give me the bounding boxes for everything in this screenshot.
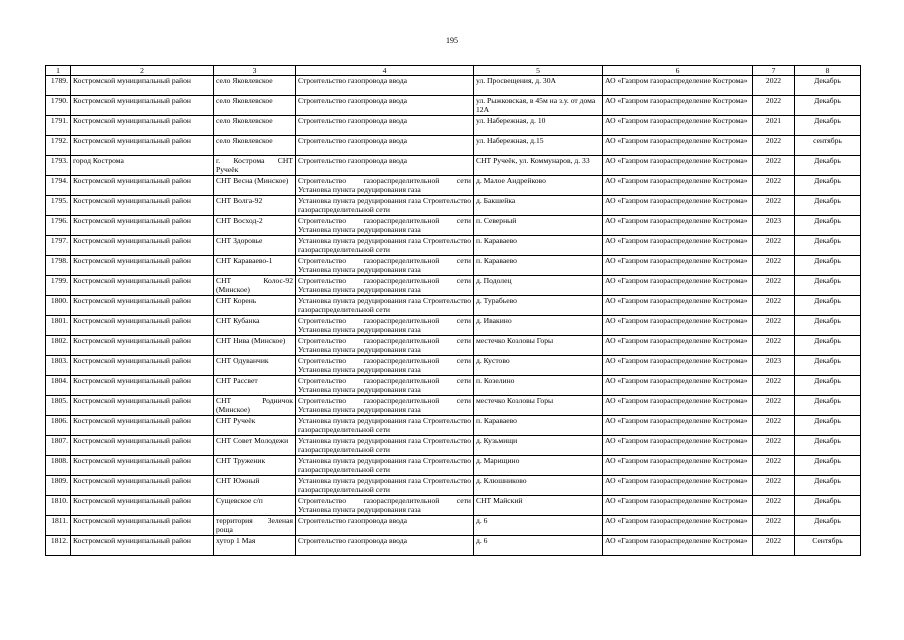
month-cell: Декабрь [795,276,861,296]
year-cell: 2022 [753,176,795,196]
district-cell: Костромской муниципальный район [71,376,214,396]
month-cell: Декабрь [795,96,861,116]
month-cell: Декабрь [795,396,861,416]
district-cell: город Кострома [71,156,214,176]
district-cell: Костромской муниципальный район [71,116,214,136]
locality-cell: СНТ Здоровье [214,236,296,256]
district-cell: Костромской муниципальный район [71,216,214,236]
table-row [46,516,861,536]
district-cell: Костромской муниципальный район [71,456,214,476]
table-row [46,456,861,476]
table-row [46,396,861,416]
locality-cell: село Яковлевское [214,136,296,156]
row-number: 1796. [46,216,71,236]
month-cell: Сентябрь [795,536,861,556]
work-description-cell: Строительство газопровода ввода [296,156,474,176]
address-cell: п. Северный [474,216,603,236]
address-cell: п. Караваево [474,256,603,276]
operator-cell: АО «Газпром газораспределение Кострома» [603,456,753,476]
locality-cell: СНТ Волга-92 [214,196,296,216]
address-cell: ул. Рыжковская, в 45м на з.у. от дома 12А [474,96,603,116]
month-cell: Декабрь [795,76,861,96]
address-cell: д. Подолец [474,276,603,296]
operator-cell: АО «Газпром газораспределение Кострома» [603,256,753,276]
work-description-cell: Установка пункта редуцирования газа Строительство газораспределительной сети [296,416,474,436]
operator-cell: АО «Газпром газораспределение Кострома» [603,516,753,536]
year-cell: 2022 [753,296,795,316]
district-cell: Костромской муниципальный район [71,96,214,116]
table-row [46,116,861,136]
year-cell: 2022 [753,516,795,536]
table-row [46,96,861,116]
row-number: 1811. [46,516,71,536]
work-description-cell: Строительство газопровода ввода [296,116,474,136]
district-cell: Костромской муниципальный район [71,296,214,316]
month-cell: Декабрь [795,476,861,496]
locality-cell: СНТ Южный [214,476,296,496]
work-description-cell: Строительство газопровода ввода [296,76,474,96]
district-cell: Костромской муниципальный район [71,476,214,496]
locality-cell: село Яковлевское [214,96,296,116]
locality-cell: СНТ Рассвет [214,376,296,396]
row-number: 1789. [46,76,71,96]
table-row [46,296,861,316]
work-description-cell: Строительство газораспределительной сети Установка пункта редуцирования газа [296,316,474,336]
page-number: 195 [446,36,458,45]
header-row [46,66,861,76]
month-cell: Декабрь [795,236,861,256]
year-cell: 2022 [753,276,795,296]
table-row [46,156,861,176]
year-cell: 2022 [753,496,795,516]
year-cell: 2022 [753,376,795,396]
row-number: 1807. [46,436,71,456]
work-description-cell: Строительство газопровода ввода [296,516,474,536]
table-row [46,216,861,236]
column-header: 8 [795,66,861,76]
row-number: 1812. [46,536,71,556]
work-description-cell: Строительство газопровода ввода [296,96,474,116]
locality-cell: СНТ Караваево-1 [214,256,296,276]
locality-cell: СНТ Нива (Минское) [214,336,296,356]
month-cell: Декабрь [795,196,861,216]
work-description-cell: Установка пункта редуцирования газа Строительство газораспределительной сети [296,236,474,256]
work-description-cell: Строительство газораспределительной сети Установка пункта редуцирования газа [296,496,474,516]
district-cell: Костромской муниципальный район [71,76,214,96]
operator-cell: АО «Газпром газораспределение Кострома» [603,136,753,156]
month-cell: Декабрь [795,356,861,376]
column-header: 3 [214,66,296,76]
work-description-cell: Установка пункта редуцирования газа Строительство газораспределительной сети [296,296,474,316]
row-number: 1800. [46,296,71,316]
table-row [46,376,861,396]
table-row [46,256,861,276]
table-body [46,76,861,556]
table-row [46,536,861,556]
row-number: 1798. [46,256,71,276]
operator-cell: АО «Газпром газораспределение Кострома» [603,176,753,196]
work-description-cell: Строительство газораспределительной сети Установка пункта редуцирования газа [296,176,474,196]
locality-cell: СНТ Одуванчик [214,356,296,376]
address-cell: д. Турабьево [474,296,603,316]
column-header: 5 [474,66,603,76]
district-cell: Костромской муниципальный район [71,516,214,536]
district-cell: Костромской муниципальный район [71,256,214,276]
address-cell: д. 6 [474,516,603,536]
locality-cell: СНТ Колос-92 (Минское) [214,276,296,296]
operator-cell: АО «Газпром газораспределение Кострома» [603,196,753,216]
address-cell: местечко Козловы Горы [474,396,603,416]
district-cell: Костромской муниципальный район [71,276,214,296]
operator-cell: АО «Газпром газораспределение Кострома» [603,396,753,416]
month-cell: Декабрь [795,316,861,336]
work-description-cell: Установка пункта редуцирования газа Строительство газораспределительной сети [296,196,474,216]
district-cell: Костромской муниципальный район [71,136,214,156]
row-number: 1799. [46,276,71,296]
month-cell: Декабрь [795,176,861,196]
operator-cell: АО «Газпром газораспределение Кострома» [603,156,753,176]
gasification-table [45,65,861,556]
row-number: 1797. [46,236,71,256]
work-description-cell: Строительство газораспределительной сети Установка пункта редуцирования газа [296,216,474,236]
row-number: 1804. [46,376,71,396]
month-cell: Декабрь [795,256,861,276]
row-number: 1803. [46,356,71,376]
work-description-cell: Строительство газопровода ввода [296,536,474,556]
locality-cell: СНТ Совет Молодежи [214,436,296,456]
table-row [46,196,861,216]
operator-cell: АО «Газпром газораспределение Кострома» [603,216,753,236]
column-header: 4 [296,66,474,76]
month-cell: Декабрь [795,296,861,316]
operator-cell: АО «Газпром газораспределение Кострома» [603,436,753,456]
table-row [46,496,861,516]
row-number: 1809. [46,476,71,496]
row-number: 1802. [46,336,71,356]
operator-cell: АО «Газпром газораспределение Кострома» [603,316,753,336]
row-number: 1808. [46,456,71,476]
address-cell: д. Бакшейка [474,196,603,216]
address-cell: п. Караваево [474,236,603,256]
month-cell: Декабрь [795,496,861,516]
year-cell: 2022 [753,536,795,556]
address-cell: СНТ Ручеёк, ул. Коммунаров, д. 33 [474,156,603,176]
address-cell: СНТ Майский [474,496,603,516]
table-row [46,76,861,96]
month-cell: Декабрь [795,456,861,476]
locality-cell: СНТ Ручеёк [214,416,296,436]
address-cell: д. Кузьмищи [474,436,603,456]
operator-cell: АО «Газпром газораспределение Кострома» [603,116,753,136]
year-cell: 2022 [753,396,795,416]
locality-cell: территория Зеленая роща [214,516,296,536]
year-cell: 2022 [753,236,795,256]
district-cell: Костромской муниципальный район [71,436,214,456]
work-description-cell: Строительство газораспределительной сети Установка пункта редуцирования газа [296,276,474,296]
table-row [46,356,861,376]
year-cell: 2022 [753,96,795,116]
table-row [46,336,861,356]
column-header: 7 [753,66,795,76]
year-cell: 2022 [753,256,795,276]
locality-cell: СНТ Родничок (Минское) [214,396,296,416]
work-description-cell: Строительство газораспределительной сети Установка пункта редуцирования газа [296,256,474,276]
address-cell: ул. Набережная, д. 10 [474,116,603,136]
year-cell: 2022 [753,476,795,496]
district-cell: Костромской муниципальный район [71,536,214,556]
address-cell: д. Кустово [474,356,603,376]
row-number: 1790. [46,96,71,116]
locality-cell: Сущевское с/п [214,496,296,516]
month-cell: Декабрь [795,416,861,436]
row-number: 1801. [46,316,71,336]
year-cell: 2022 [753,336,795,356]
address-cell: п. Козелино [474,376,603,396]
row-number: 1795. [46,196,71,216]
work-description-cell: Установка пункта редуцирования газа Строительство газораспределительной сети [296,456,474,476]
operator-cell: АО «Газпром газораспределение Кострома» [603,276,753,296]
table-row [46,416,861,436]
year-cell: 2022 [753,316,795,336]
district-cell: Костромской муниципальный район [71,496,214,516]
work-description-cell: Строительство газораспределительной сети Установка пункта редуцирования газа [296,356,474,376]
address-cell: ул. Набережная, д.15 [474,136,603,156]
address-cell: д. Клюшниково [474,476,603,496]
column-header: 1 [46,66,71,76]
month-cell: Декабрь [795,156,861,176]
operator-cell: АО «Газпром газораспределение Кострома» [603,496,753,516]
address-cell: д. Малое Андрейково [474,176,603,196]
year-cell: 2021 [753,116,795,136]
locality-cell: село Яковлевское [214,76,296,96]
district-cell: Костромской муниципальный район [71,356,214,376]
operator-cell: АО «Газпром газораспределение Кострома» [603,476,753,496]
table-row [46,136,861,156]
work-description-cell: Строительство газораспределительной сети Установка пункта редуцирования газа [296,336,474,356]
year-cell: 2022 [753,196,795,216]
year-cell: 2023 [753,216,795,236]
year-cell: 2022 [753,436,795,456]
address-cell: д. Ивакино [474,316,603,336]
operator-cell: АО «Газпром газораспределение Кострома» [603,96,753,116]
year-cell: 2023 [753,356,795,376]
locality-cell: СНТ Корень [214,296,296,316]
table-row [46,476,861,496]
column-header: 2 [71,66,214,76]
operator-cell: АО «Газпром газораспределение Кострома» [603,76,753,96]
row-number: 1810. [46,496,71,516]
locality-cell: СНТ Кубанка [214,316,296,336]
month-cell: Декабрь [795,516,861,536]
year-cell: 2022 [753,76,795,96]
work-description-cell: Установка пункта редуцирования газа Строительство газораспределительной сети [296,436,474,456]
month-cell: Декабрь [795,336,861,356]
locality-cell: г. Кострома СНТ Ручеёк [214,156,296,176]
row-number: 1794. [46,176,71,196]
district-cell: Костромской муниципальный район [71,316,214,336]
year-cell: 2022 [753,456,795,476]
year-cell: 2022 [753,136,795,156]
row-number: 1791. [46,116,71,136]
district-cell: Костромской муниципальный район [71,236,214,256]
table-row [46,276,861,296]
month-cell: сентябрь [795,136,861,156]
table-row [46,316,861,336]
year-cell: 2022 [753,156,795,176]
row-number: 1793. [46,156,71,176]
work-description-cell: Строительство газораспределительной сети Установка пункта редуцирования газа [296,396,474,416]
row-number: 1806. [46,416,71,436]
operator-cell: АО «Газпром газораспределение Кострома» [603,376,753,396]
table-row [46,436,861,456]
address-cell: п. Караваево [474,416,603,436]
operator-cell: АО «Газпром газораспределение Кострома» [603,356,753,376]
operator-cell: АО «Газпром газораспределение Кострома» [603,416,753,436]
district-cell: Костромской муниципальный район [71,176,214,196]
address-cell: местечко Козловы Горы [474,336,603,356]
locality-cell: СНТ Восход-2 [214,216,296,236]
district-cell: Костромской муниципальный район [71,196,214,216]
work-description-cell: Установка пункта редуцирования газа Строительство газораспределительной сети [296,476,474,496]
work-description-cell: Строительство газопровода ввода [296,136,474,156]
operator-cell: АО «Газпром газораспределение Кострома» [603,536,753,556]
address-cell: ул. Просвещения, д. 30А [474,76,603,96]
year-cell: 2022 [753,416,795,436]
month-cell: Декабрь [795,216,861,236]
month-cell: Декабрь [795,436,861,456]
locality-cell: село Яковлевское [214,116,296,136]
row-number: 1805. [46,396,71,416]
locality-cell: хутор 1 Мая [214,536,296,556]
operator-cell: АО «Газпром газораспределение Кострома» [603,336,753,356]
district-cell: Костромской муниципальный район [71,336,214,356]
locality-cell: СНТ Труженик [214,456,296,476]
month-cell: Декабрь [795,376,861,396]
operator-cell: АО «Газпром газораспределение Кострома» [603,236,753,256]
row-number: 1792. [46,136,71,156]
column-header: 6 [603,66,753,76]
locality-cell: СНТ Весна (Минское) [214,176,296,196]
work-description-cell: Строительство газораспределительной сети Установка пункта редуцирования газа [296,376,474,396]
table-row [46,176,861,196]
month-cell: Декабрь [795,116,861,136]
address-cell: д. 6 [474,536,603,556]
table-row [46,236,861,256]
district-cell: Костромской муниципальный район [71,416,214,436]
address-cell: д. Марищино [474,456,603,476]
operator-cell: АО «Газпром газораспределение Кострома» [603,296,753,316]
district-cell: Костромской муниципальный район [71,396,214,416]
